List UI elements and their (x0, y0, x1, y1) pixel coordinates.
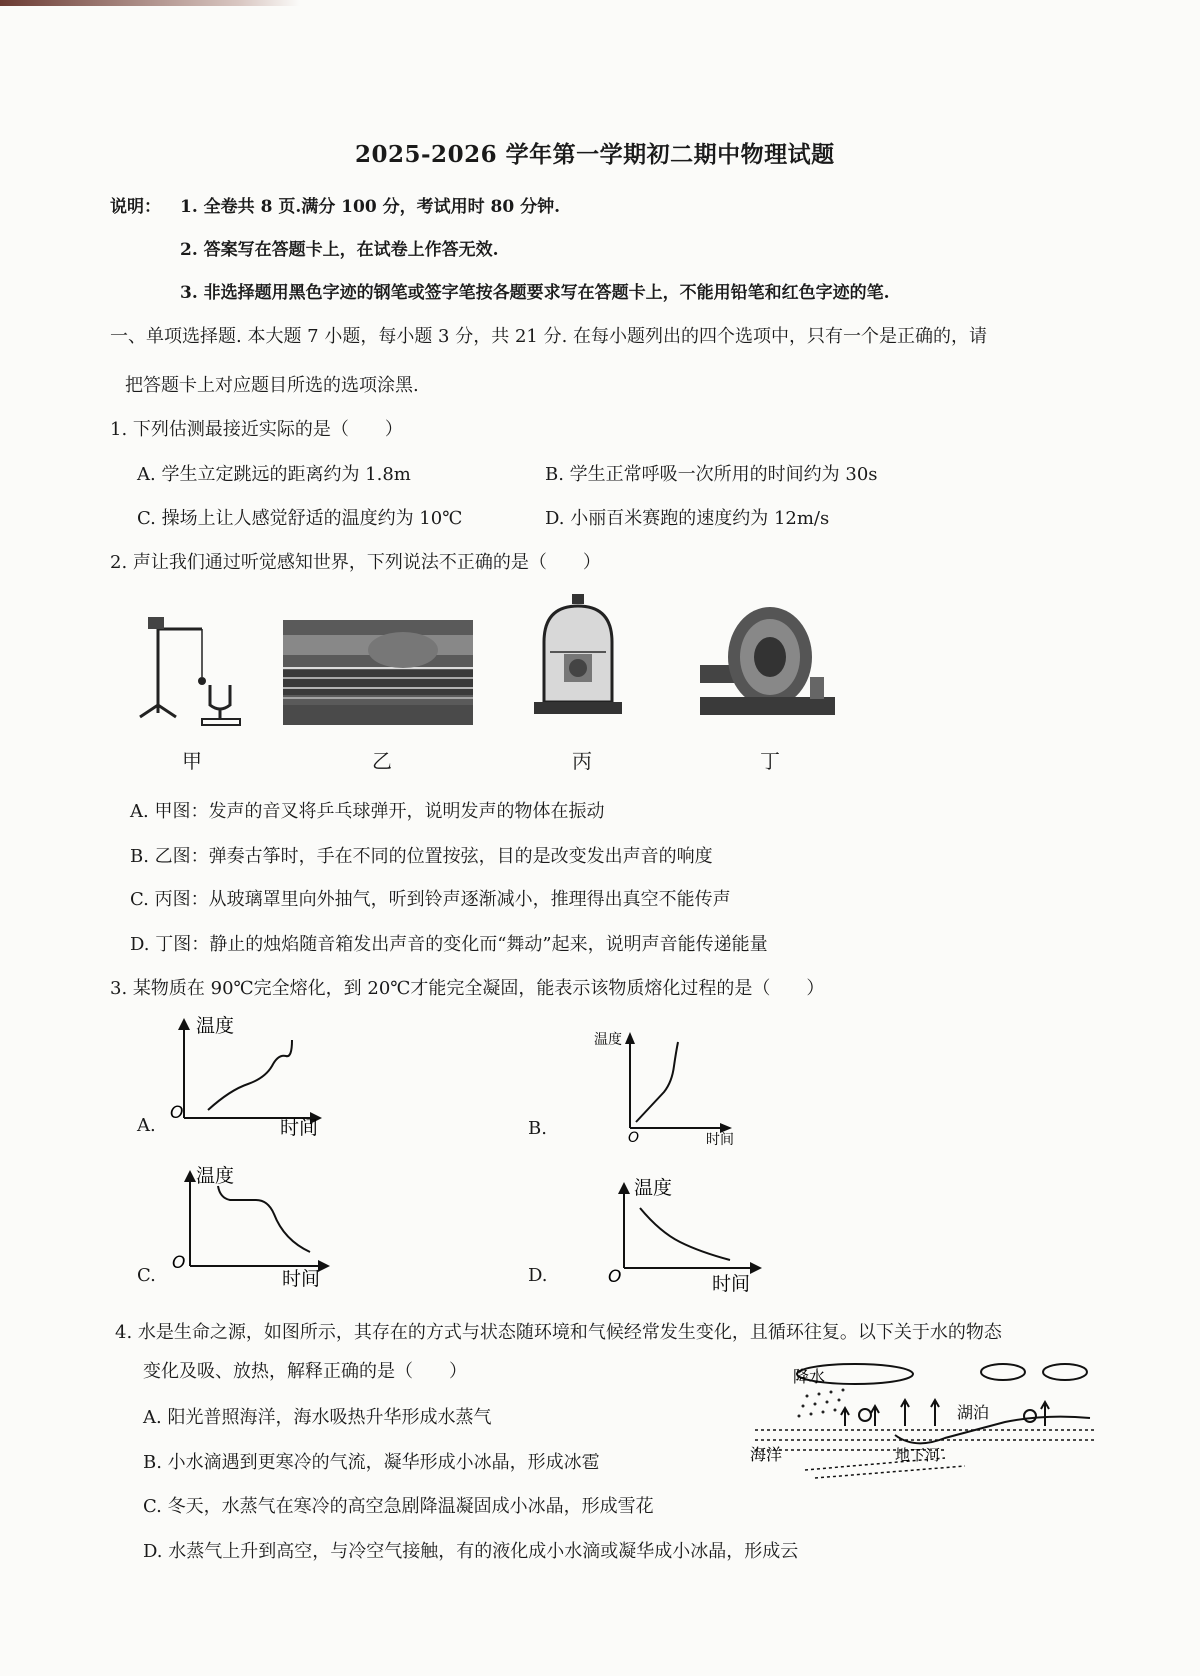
q4-option-d: D. 水蒸气上升到高空，与冷空气接触，有的液化成小水滴或凝华成小冰晶，形成云 (143, 1541, 799, 1562)
q3-graph-b-origin: O (628, 1130, 640, 1146)
notes-label: 说明： (110, 197, 161, 217)
q1-option-b: B. 学生正常呼吸一次所用的时间约为 30s (545, 464, 878, 485)
fig-label-bing: 丙 (572, 749, 592, 773)
bell-jar-figure (528, 592, 628, 722)
q3-graph-b-letter: B. (528, 1118, 547, 1139)
q1-option-d: D. 小丽百米赛跑的速度约为 12m/s (545, 508, 830, 529)
note-3: 3. 非选择题用黑色字迹的钢笔或签字笔按各题要求写在答题卡上，不能用铅笔和红色字迹的笔. (180, 283, 890, 303)
q2-option-a: A. 甲图：发声的音叉将乒乓球弹开，说明发声的物体在振动 (130, 801, 605, 822)
q3-graph-d-xlabel: 时间 (712, 1273, 751, 1295)
q3-graph-a (160, 1010, 330, 1140)
q3-graph-d-ylabel: 温度 (634, 1177, 673, 1199)
q2-option-c: C. 丙图：从玻璃罩里向外抽气，听到铃声逐渐减小，推理得出真空不能传声 (130, 889, 731, 910)
diagram-label-ocean: 海洋 (750, 1445, 783, 1464)
q3-graph-c-ylabel: 温度 (196, 1165, 235, 1187)
page-title: 2025-2026 学年第一学期初二期中物理试题 (355, 141, 835, 168)
q3-graph-d-origin: O (608, 1267, 622, 1287)
fig-label-ding: 丁 (760, 749, 780, 773)
q3-graph-c-origin: O (172, 1253, 186, 1273)
note-2: 2. 答案写在答题卡上，在试卷上作答无效. (180, 240, 499, 260)
q4-option-b: B. 小水滴遇到更寒冷的气流，凝华形成小冰晶，形成冰雹 (143, 1452, 600, 1473)
q1-option-a: A. 学生立定跳远的距离约为 1.8m (137, 464, 411, 485)
q1-option-c: C. 操场上让人感觉舒适的温度约为 10℃ (137, 508, 463, 529)
q3-graph-a-letter: A. (137, 1115, 156, 1136)
fig-label-yi: 乙 (372, 749, 392, 773)
diagram-label-rain: 降水 (793, 1367, 826, 1386)
diagram-label-lake: 湖泊 (957, 1403, 990, 1422)
note-1: 1. 全卷共 8 页.满分 100 分，考试用时 80 分钟. (180, 197, 560, 217)
q3-graph-a-origin: O (170, 1103, 184, 1123)
diagram-label-river: 地下河 (895, 1446, 941, 1464)
q2-option-d: D. 丁图：静止的烛焰随音箱发出声音的变化而“舞动”起来，说明声音能传递能量 (130, 934, 768, 955)
scan-edge-mark (0, 0, 300, 6)
q3-stem: 3. 某物质在 90℃完全熔化，到 20℃才能完全凝固，能表示该物质熔化过程的是（ ） (110, 978, 825, 999)
guzheng-figure (283, 620, 473, 725)
q3-graph-b-xlabel: 时间 (706, 1132, 734, 1147)
section1-heading-cont: 把答题卡上对应题目所选的选项涂黑. (125, 375, 419, 396)
q4-option-c: C. 冬天，水蒸气在寒冷的高空急剧降温凝固成小冰晶，形成雪花 (143, 1496, 654, 1517)
q3-graph-d-letter: D. (528, 1265, 548, 1286)
section1-heading: 一、单项选择题. 本大题 7 小题，每小题 3 分，共 21 分. 在每小题列出的四个选项中，只有一个是正确的，请 (110, 326, 988, 347)
speaker-candle-figure (700, 605, 835, 725)
q1-stem: 1. 下列估测最接近实际的是（ ） (110, 419, 403, 440)
q3-graph-b (590, 1022, 740, 1147)
q4-option-a: A. 阳光普照海洋，海水吸热升华形成水蒸气 (143, 1407, 492, 1428)
q4-stem: 4. 水是生命之源，如图所示，其存在的方式与状态随环境和气候经常发生变化，且循环往复。以下关于水的物态 (115, 1322, 1002, 1343)
q3-graph-a-xlabel: 时间 (280, 1117, 319, 1139)
water-cycle-diagram (745, 1360, 1095, 1490)
q4-stem-cont: 变化及吸、放热，解释正确的是（ ） (143, 1361, 467, 1382)
q2-stem: 2. 声让我们通过听觉感知世界，下列说法不正确的是（ ） (110, 552, 601, 573)
q3-graph-a-ylabel: 温度 (196, 1015, 235, 1037)
q3-graph-c (160, 1160, 335, 1290)
q2-option-b: B. 乙图：弹奏古筝时，手在不同的位置按弦，目的是改变发出声音的响度 (130, 846, 713, 867)
fig-label-jia: 甲 (182, 749, 202, 773)
q3-graph-d (600, 1172, 770, 1300)
q3-graph-c-letter: C. (137, 1265, 156, 1286)
tuning-fork-figure (130, 605, 255, 730)
q3-graph-b-ylabel: 温度 (594, 1032, 622, 1048)
q3-graph-c-xlabel: 时间 (282, 1268, 321, 1290)
